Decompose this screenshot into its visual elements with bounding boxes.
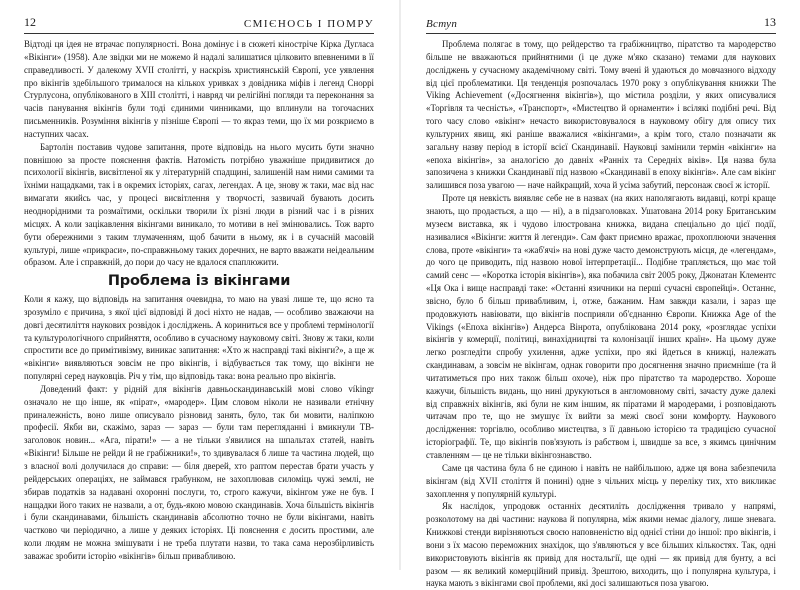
left-page-body [24,38,374,563]
right-page-header [426,0,776,33]
right-page-body [426,38,776,590]
right-paragraph: Як наслідок, упродовж останніх десятиліть дослідження тривало у напрямі, розколотому на дві частини: наукова й популярна, між якими немає діалогу, лише зневага. Книжкові стенди вирізняються своєю наповненістю від однієї стіни до іншої: про вікінгів, і вони з їх масою переможних знахідок, що з'являються у все більших кількостях. Так, одні використовують вікінгів як привід для ностальгії, ще одні — як привід для бунту, а всі разом — як великий комерційний привід. Зрештою, виходить, що і популярна культура, і наука мають з вікінгами свої проблеми, які досі залишаються поза увагою. [426,501,776,589]
right-page [426,0,776,589]
right-paragraph: Саме ця частина була б не єдиною і навіть не найбільшою, адже ця вона забезпечила вікінгам (від XVII століття й понині) одне з чільних місць у переліку тих, хто викликає захоплення у популярній культурі. [426,462,776,499]
right-header-rule [426,33,776,34]
left-paragraph: Доведений факт: у рідній для вікінгів давньоскандинавській мові слово víkingr означало не що інше, як «пірат», «мародер». Цим словом ніколи не називали етнічну приналежність, воно лише описувало різновид занять, було, так би мовити, наліпкою професії. Якби ви, скажімо, зараз — зараз — були там перегляданні і вмикнули ТВ-заголовок новин... «Ага, пірати!» — а не тільки з'явилися на шпальтах статей, навіть «Вікінги! Більше не рейди й не грабіжники!», то здивувалася б лише та частина людей, що з власної волі долучилася до справи: — біля дверей, хто раптом перестав брати участь у рейдерських операціях, не займався грабунком, не захоплював силоміць чужі землі, не збирав податків за надавані охоронні послуги, то, строго кажучи, вікінгом уже не був. І нащадки його таких не назвали, а от, будь-якою мовою скандинавів. Хоча більшість вікінгів і були скандинавами, більшість скандинавів абсолютно точно не були вікінгами, навіть частково чи періодично, а лише у деяких історіях. Ці пояснення є досить простими, але коли людям не можна змішувати і не треба плутати назви, то така сама нерозбірливість заважає зробити історію «вікінгів» більш привабливою. [24,383,374,561]
right-paragraph: Проблема полягає в тому, що рейдерство та грабіжництво, піратство та мародерство більше не вважаються прийнятними (і це дуже м'яко сказано) темами для наукових досліджень у сучасному академічному світі. Тому вчені й удаються до мовчазного відходу від цієї проблематики. Ця тенденція розпочалась 1970 року з опублікування книжки The Viking Achievement («Досягнення вікінгів»), що містила розділи, у яких описувалися «Торгівля та чесність», «Транспорт», «Мистецтво й орнаменти» і всілякі подібні речі. Від того часу слово «вікінг» нечасто використовувалося в науковому обігу для опису тих культурних явищ, які раніше вважалися «вікінгами», а крім того, стало позначати як загальну назву період в історії всієї Скандинавії. Науковці замінили термін «вікінги» на «епоха вікінгів», за аналогією до давніх «Ранніх та Середніх віків». Ця назва була запозичена з книжки Скандинавії під назвою «Скандинавії в епоху вікінгів». Але сам вікінг залишився поза увагою — наче найкращий, хоча й усіма забутий, персонаж своєї ж історії. [426,39,776,191]
left-header-rule [24,33,374,34]
right-paragraph: Проте ця невкість виявляє себе не в назвах (на яких наполягають видавці, котрі краще знають, що продається, а що — ні), а в підзаголовках. Ушатована 2014 року Британським музеєм виставка, як і чудово ілюстрована книжка, видана спеціально до цієї події, називалися «Вікінги: життя й легенди». Сам факт приємно вражає, прохоплюючи значення слова, проте «вікінги» та «жаб'ячі» на нові дуже часто демонструють місця, де «легендам», до чого це приводить, під назвою нової інтерпретації... Подібне трапляється, що має той самий сенс — «Коротка історія вікінгів»), яка побачила світ 2005 року, Джонатан Клементс «Ця Ока і вище насправді таке: «Останні язичники на перші сучасні європейці». Останнє, звісно, було б більш привабливим, і, отже, бажаним. Нам завжди казали, і зараз ще продовжують навіювати, що вікінгів посприяли об'єднанню Європи. Книжка Age of the Vikings («Епоха вікінгів») Андерса Вінрота, опублікована 2014 року, «розглядає успіхи вікінгів у комерції, політиці, винахідництві та колонізації інших країн». На цьому дуже легко розгледіти спробу ухилення, адже успіхи, про які йдеться в книжці, належать скандинавам, а зовсім не вікінгам, однак говорити про досягнення значно приємніше (та й читатиметься про них також більш охоче), ніж про піратство та мародерство. Хороше кажучи, більшість видань, що нині друкуються в англомовному світі, зачасту дуже далекі від справжніх вікінгів, які були не ким іншим, як піратами й мародерами, і розповідають читачам про те, що не змушує їх вийти за межі своєї зони комфорту. Наукового дослідження: торгівлю, особливо мистецтва, з її давньою історією та традицією сучасної історіографії. Те, що вікінгів пов'язують із рабством і, швидше за все, з якимсь цинічним ставленням — це не тільки вікінгознавство. [426,193,776,460]
left-page-number: 12 [24,15,36,29]
right-running-head: Вступ [426,18,458,30]
left-paragraph: Відтоді ця ідея не втрачає популярності. Вона домінує і в сюжеті кіностріче Кірка Дугласа «Вікінги» (1958). Але звідки ми не можемо й надалі залишатися цілковито впевненими в її справедливості. У далекому XVII столітті, у наскрізь християнській Європі, усе уявлення про вікінгів здебільшого трималося на кількох уривках з довідника міфів і легенд Сноррі Стурлусона, опублікованого в XIII столітті, і навряд чи релігійні погляди та переконання за часів панування вікінгів були тоді єдиними чинниками, що вплинули на тогочасних письменників. Розуміння вікінгів у пізніше Європі — то якраз теми, що їх ми розкриємо в наступних часах. [24,39,374,139]
section-heading: Проблема із вікінгами [107,273,291,290]
left-running-head: СМІЄНОСЬ І ПОМРУ [243,18,374,30]
left-paragraph: Коли я кажу, що відповідь на запитання очевидна, то маю на увазі лише те, що ясно та зрозуміло є причина, з якої цієї відповіді й досі ніхто не надав, — особливо зважаючи на довгі десятиліття наукових розвідок і досліджень. А кориниться все у проблемі термінології та культурологічного сприйняття, особливо в сучасному науковому світі. Знову ж таки, коли спростити все до примітивізму, виникає запитання: «Хто ж насправді такі вікінги?», а ще ж «вікінги» виявляються зовсім не про вікінгів, і відбувається так тому, що вікінги не популярні серед науковців. Річ у тім, що відповідь така: вона реально про вікінгів. [24,294,374,382]
right-page-number: 13 [764,15,776,29]
left-page [24,0,374,570]
left-page-header [24,0,374,33]
left-paragraph: Бартолін поставив чудове запитання, проте відповідь на нього мусить бути значно повнішою за просте пояснення фактів. Натомість потрібно уважніше придивитися до психології вікінгів, висвітленої як у літературній спадщині, залишеній нам ними самими та їхніми нащадками, так і в окремих історіях, сагах, легендах. А це, знову ж таки, має від нас вимагати якийсь час, у процесі висвітлення у творчості, зазвичай бувають досить неоднорідними та розмаїтими, оскільки творили їх різні люди в різний час і в різних місцях. А коли зацікавлення вікінгами виникало, то мотиви в неї змінювались. Тож варто бути обережними з таким тлумаченням, щоб бачити в ньому, як і в сучасній масовій культурі, лише «прикраси», по-справжньому таких доречних, не варто вважати неідеальним образом. Але і справжній, до пори до часу не вдалося спаплюжити. [24,141,374,268]
book-gutter [399,0,401,570]
